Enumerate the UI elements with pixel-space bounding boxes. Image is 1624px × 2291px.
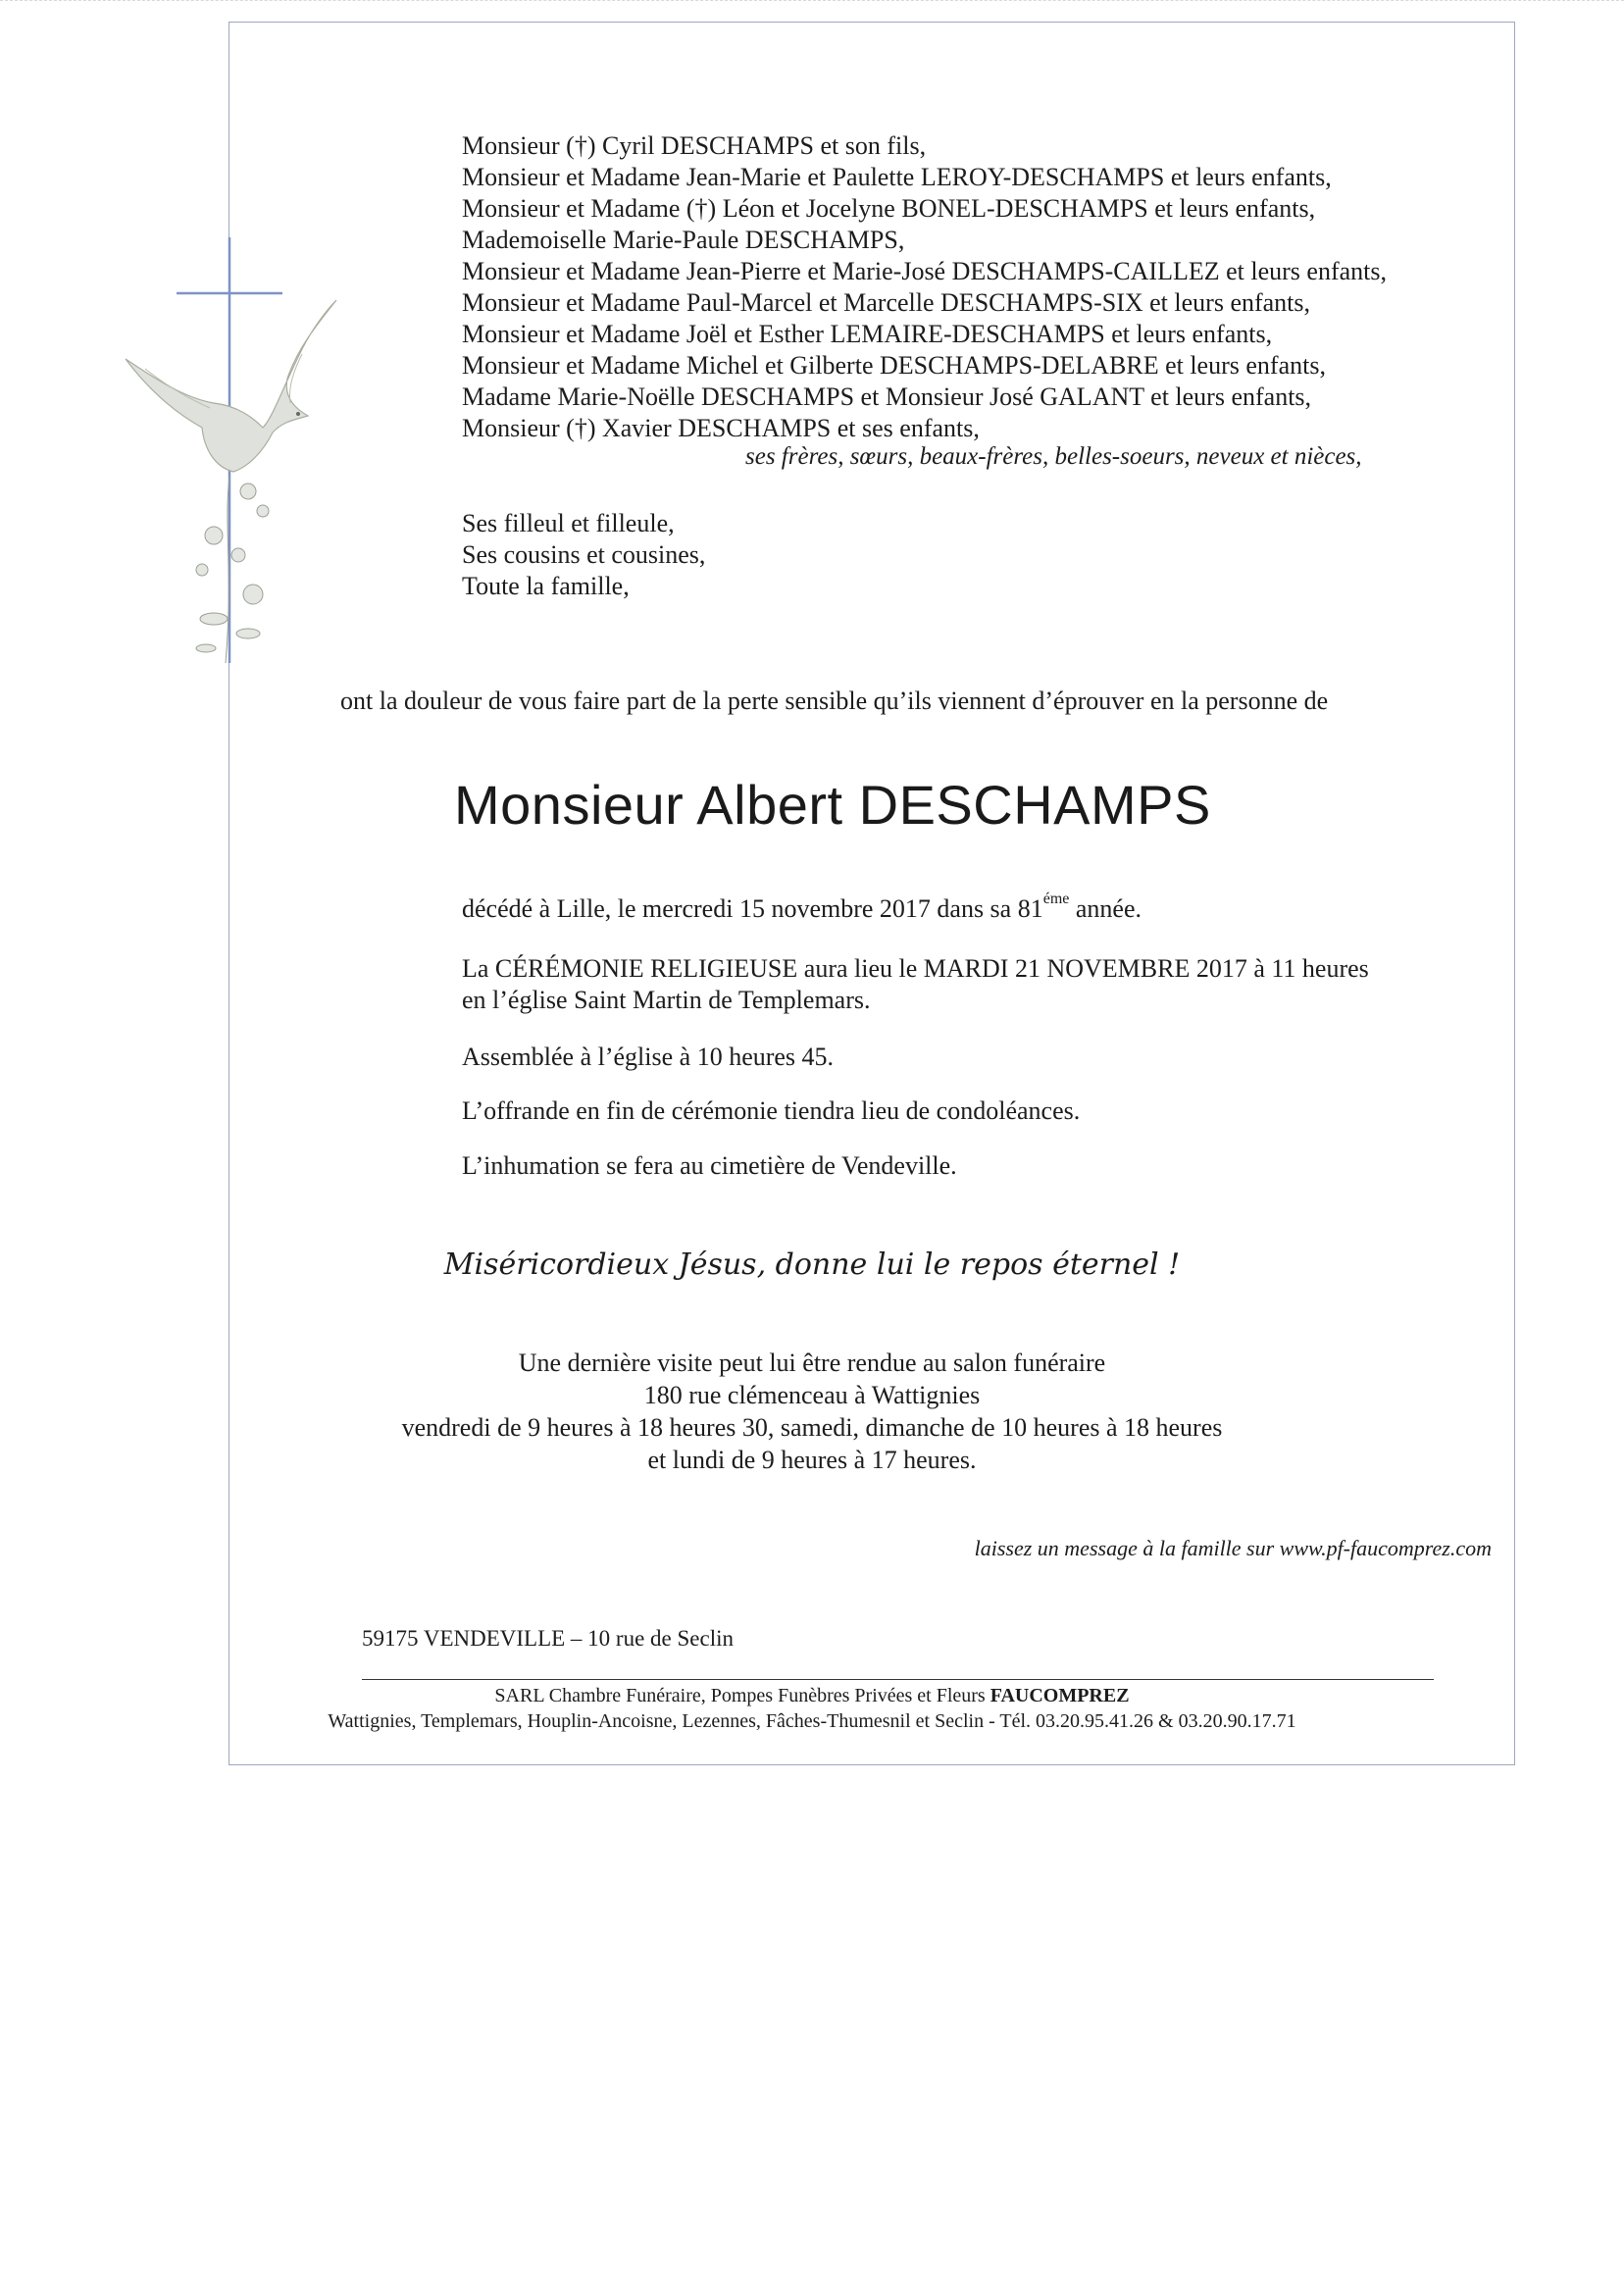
visit-info bbox=[0, 1347, 1624, 1476]
family-address: 59175 VENDEVILLE – 10 rue de Seclin bbox=[362, 1626, 734, 1651]
relative-line: Monsieur et Madame Jean-Pierre et Marie-José DESCHAMPS-CAILLEZ et leurs enfants, bbox=[462, 257, 1387, 285]
message-link[interactable]: laissez un message à la famille sur www.pf-faucomprez.com bbox=[974, 1536, 1492, 1560]
family-line: Ses filleul et filleule, bbox=[462, 509, 675, 537]
relative-line: Monsieur et Madame Joël et Esther LEMAIRE-DESCHAMPS et leurs enfants, bbox=[462, 320, 1273, 348]
relative-line: Monsieur et Madame Paul-Marcel et Marcelle DESCHAMPS-SIX et leurs enfants, bbox=[462, 288, 1311, 317]
visit-line: Une dernière visite peut lui être rendue au salon funéraire bbox=[518, 1349, 1106, 1377]
relative-line: Mademoiselle Marie-Paule DESCHAMPS, bbox=[462, 226, 905, 254]
flower-branch-icon bbox=[196, 477, 269, 663]
death-text-end: année. bbox=[1069, 894, 1142, 923]
announcement-text: ont la douleur de vous faire part de la perte sensible qu’ils viennent d’éprouver en la personne de bbox=[340, 687, 1329, 715]
death-text: décédé à Lille, le mercredi 15 novembre 2017 dans sa 81 bbox=[462, 894, 1043, 923]
offering-info: L’offrande en fin de cérémonie tiendra lieu de condoléances. bbox=[462, 1096, 1081, 1125]
scan-edge bbox=[0, 0, 1624, 4]
relatives-caption: ses frères, sœurs, beaux-frères, belles-soeurs, neveux et nièces, bbox=[745, 443, 1362, 470]
assembly-info: Assemblée à l’église à 10 heures 45. bbox=[462, 1043, 835, 1071]
death-details bbox=[462, 891, 1142, 924]
visit-line: vendredi de 9 heures à 18 heures 30, samedi, dimanche de 10 heures à 18 heures bbox=[401, 1413, 1223, 1442]
burial-info: L’inhumation se fera au cimetière de Vendeville. bbox=[462, 1151, 957, 1180]
deceased-name: Monsieur Albert DESCHAMPS bbox=[454, 774, 1211, 836]
company-name: FAUCOMPREZ bbox=[990, 1685, 1130, 1706]
family-line: Toute la famille, bbox=[462, 572, 630, 600]
visit-line: et lundi de 9 heures à 17 heures. bbox=[647, 1446, 977, 1474]
relative-line: Monsieur et Madame Jean-Marie et Paulette LEROY-DESCHAMPS et leurs enfants, bbox=[462, 163, 1332, 191]
relative-line: Madame Marie-Noëlle DESCHAMPS et Monsieur José GALANT et leurs enfants, bbox=[462, 382, 1312, 411]
ceremony-details bbox=[462, 953, 1369, 1016]
ceremony-line: en l’église Saint Martin de Templemars. bbox=[462, 986, 871, 1014]
relatives-list bbox=[462, 130, 1387, 444]
visit-line: 180 rue clémenceau à Wattignies bbox=[643, 1381, 981, 1409]
company-branches: Wattignies, Templemars, Houplin-Ancoisne, Lezennes, Fâches-Thumesnil et Seclin - Tél. 03.20.95.41.26 & 03.20.90.17.71 bbox=[328, 1710, 1296, 1732]
relative-line: Monsieur et Madame (†) Léon et Jocelyne BONEL-DESCHAMPS et leurs enfants, bbox=[462, 194, 1316, 223]
dove-icon bbox=[126, 300, 336, 472]
cross-dove-ornament bbox=[116, 231, 341, 683]
relative-line: Monsieur et Madame Michel et Gilberte DESCHAMPS-DELABRE et leurs enfants, bbox=[462, 351, 1326, 380]
extended-family-list bbox=[462, 508, 705, 602]
family-line: Ses cousins et cousines, bbox=[462, 540, 706, 569]
relative-line: Monsieur (†) Xavier DESCHAMPS et ses enfants, bbox=[462, 414, 980, 442]
relative-line: Monsieur (†) Cyril DESCHAMPS et son fils, bbox=[462, 131, 927, 160]
footer-divider bbox=[362, 1679, 1434, 1680]
company-prefix: SARL Chambre Funéraire, Pompes Funèbres Privées et Fleurs bbox=[494, 1685, 990, 1706]
ordinal-suffix: éme bbox=[1042, 891, 1070, 908]
ceremony-line: La CÉRÉMONIE RELIGIEUSE aura lieu le MARDI 21 NOVEMBRE 2017 à 11 heures bbox=[462, 954, 1369, 983]
company-line bbox=[0, 1685, 1624, 1707]
prayer-text: Miséricordieux Jésus, donne lui le repos éternel ! bbox=[443, 1247, 1181, 1282]
